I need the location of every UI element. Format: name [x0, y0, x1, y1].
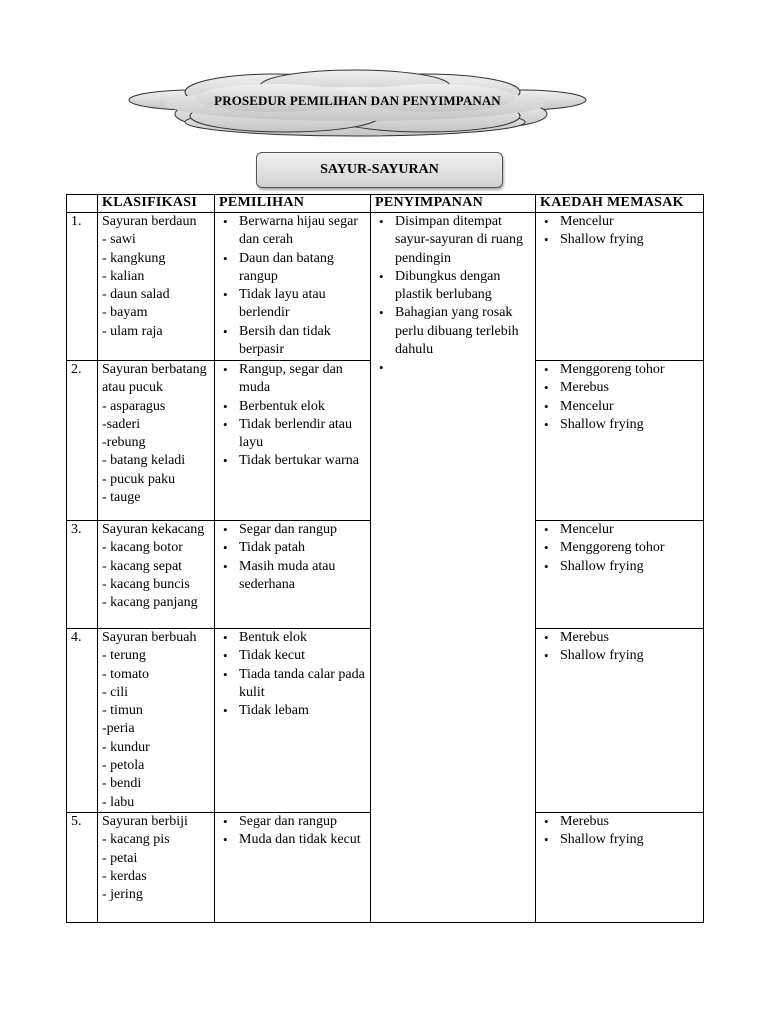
- pemilihan-cell: [215, 629, 371, 813]
- klasifikasi-item: -saderi: [102, 416, 141, 432]
- klasifikasi-item: - bayam: [102, 305, 148, 321]
- row-number: 3.: [67, 521, 98, 629]
- penyimpanan-item: • Disimpan ditempat sayur-sayuran di ruang pendingin: [395, 213, 531, 268]
- header-kaedah: KAEDAH MEMASAK: [536, 195, 704, 213]
- klasifikasi-item: - kacang botor: [102, 540, 183, 556]
- klasifikasi-item: Sayuran berbatang atau pucuk: [102, 362, 207, 396]
- pemilihan-item: • Bersih dan tidak berpasir: [239, 323, 366, 360]
- header-no: [67, 195, 98, 213]
- pemilihan-item: • Tidak berlendir atau layu: [239, 416, 366, 453]
- klasifikasi-item: - cili: [102, 684, 129, 700]
- klasifikasi-item: Sayuran kekacang: [102, 522, 205, 537]
- header-pemilihan: PEMILIHAN: [215, 195, 371, 213]
- klasifikasi-item: - kerdas: [102, 868, 147, 884]
- kaedah-cell: [536, 629, 704, 813]
- klasifikasi-item: Sayuran berbuah: [102, 630, 197, 645]
- klasifikasi-item: - daun salad: [102, 287, 170, 303]
- pemilihan-cell: [215, 361, 371, 521]
- kaedah-item: • Menggoreng tohor: [560, 539, 699, 557]
- vegetable-table: [66, 194, 704, 923]
- klasifikasi-item: - pucuk paku: [102, 471, 176, 487]
- klasifikasi-item: - petai: [102, 850, 138, 866]
- row-number: 2.: [67, 361, 98, 521]
- pemilihan-item: • Tidak layu atau berlendir: [239, 286, 366, 323]
- kaedah-cell: [536, 361, 704, 521]
- kaedah-item: • Mencelur: [560, 521, 699, 539]
- row-number: 1.: [67, 213, 98, 361]
- klasifikasi-cell: [98, 521, 215, 629]
- penyimpanan-cell: [371, 213, 536, 923]
- klasifikasi-item: Sayuran berbiji: [102, 813, 188, 829]
- header-klasifikasi: KLASIFIKASI: [98, 195, 215, 213]
- pemilihan-item: • Muda dan tidak kecut: [239, 831, 366, 849]
- klasifikasi-item: - asparagus: [102, 398, 166, 414]
- klasifikasi-cell: [98, 812, 215, 922]
- pemilihan-item: • Tidak lebam: [239, 702, 366, 720]
- kaedah-item: • Mencelur: [560, 398, 699, 416]
- pemilihan-item: • Daun dan batang rangup: [239, 250, 366, 287]
- table-header-row: [67, 195, 704, 213]
- kaedah-item: • Shallow frying: [560, 231, 699, 249]
- kaedah-item: • Merebus: [560, 379, 699, 397]
- row-number: 5.: [67, 812, 98, 922]
- klasifikasi-item: -peria: [102, 721, 135, 737]
- klasifikasi-item: - ulam raja: [102, 323, 163, 339]
- pemilihan-item: • Tiada tanda calar pada kulit: [239, 666, 366, 703]
- klasifikasi-item: - kalian: [102, 268, 145, 284]
- klasifikasi-item: - labu: [102, 794, 135, 810]
- kaedah-item: • Merebus: [560, 813, 699, 831]
- pemilihan-item: • Bentuk elok: [239, 629, 366, 647]
- pemilihan-item: • Tidak bertukar warna: [239, 452, 366, 470]
- pemilihan-item: • Tidak patah: [239, 539, 366, 557]
- klasifikasi-item: - tauge: [102, 490, 141, 506]
- pemilihan-item: • Berwarna hijau segar dan cerah: [239, 213, 366, 250]
- kaedah-item: • Shallow frying: [560, 558, 699, 576]
- klasifikasi-item: - petola: [102, 758, 145, 774]
- kaedah-item: • Shallow frying: [560, 831, 699, 849]
- klasifikasi-item: - kacang pis: [102, 832, 170, 848]
- pemilihan-item: • Segar dan rangup: [239, 521, 366, 539]
- page-title: PROSEDUR PEMILIHAN DAN PENYIMPANAN: [214, 93, 501, 108]
- pemilihan-cell: [215, 521, 371, 629]
- pemilihan-item: • Tidak kecut: [239, 647, 366, 665]
- kaedah-item: • Menggoreng tohor: [560, 361, 699, 379]
- klasifikasi-item: - terung: [102, 648, 146, 664]
- penyimpanan-item-empty: [395, 359, 531, 377]
- pemilihan-item: • Masih muda atau sederhana: [239, 558, 366, 595]
- klasifikasi-item: - bendi: [102, 776, 142, 792]
- kaedah-cell: [536, 213, 704, 361]
- klasifikasi-item: -rebung: [102, 435, 146, 451]
- klasifikasi-item: - kacang buncis: [102, 576, 190, 592]
- pemilihan-cell: [215, 213, 371, 361]
- table-row: [67, 213, 704, 361]
- klasifikasi-item: - batang keladi: [102, 453, 186, 469]
- title-cloud: [125, 64, 590, 160]
- klasifikasi-item: - kacang panjang: [102, 595, 198, 611]
- penyimpanan-item: • Bahagian yang rosak perlu dibuang terlebih dahulu: [395, 304, 531, 359]
- pemilihan-item: • Berbentuk elok: [239, 398, 366, 416]
- kaedah-item: • Shallow frying: [560, 416, 699, 434]
- klasifikasi-cell: [98, 361, 215, 521]
- klasifikasi-item: - kundur: [102, 739, 150, 755]
- section-title: SAYUR-SAYURAN: [256, 152, 503, 188]
- kaedah-item: • Shallow frying: [560, 647, 699, 665]
- pemilihan-item: • Segar dan rangup: [239, 813, 366, 831]
- pemilihan-item: • Rangup, segar dan muda: [239, 361, 366, 398]
- klasifikasi-item: - sawi: [102, 232, 136, 248]
- klasifikasi-item: - timun: [102, 703, 143, 719]
- kaedah-item: • Merebus: [560, 629, 699, 647]
- header-penyimpanan: PENYIMPANAN: [371, 195, 536, 213]
- klasifikasi-item: - tomato: [102, 666, 150, 682]
- kaedah-cell: [536, 521, 704, 629]
- penyimpanan-item: • Dibungkus dengan plastik berlubang: [395, 268, 531, 305]
- kaedah-item: • Mencelur: [560, 213, 699, 231]
- klasifikasi-cell: [98, 213, 215, 361]
- klasifikasi-item: - kangkung: [102, 250, 166, 266]
- cloud-shape: [125, 64, 590, 160]
- klasifikasi-item: - jering: [102, 887, 143, 903]
- klasifikasi-item: Sayuran berdaun: [102, 214, 197, 229]
- klasifikasi-item: - kacang sepat: [102, 558, 183, 574]
- row-number: 4.: [67, 629, 98, 813]
- klasifikasi-cell: [98, 629, 215, 813]
- kaedah-cell: [536, 812, 704, 922]
- pemilihan-cell: [215, 812, 371, 922]
